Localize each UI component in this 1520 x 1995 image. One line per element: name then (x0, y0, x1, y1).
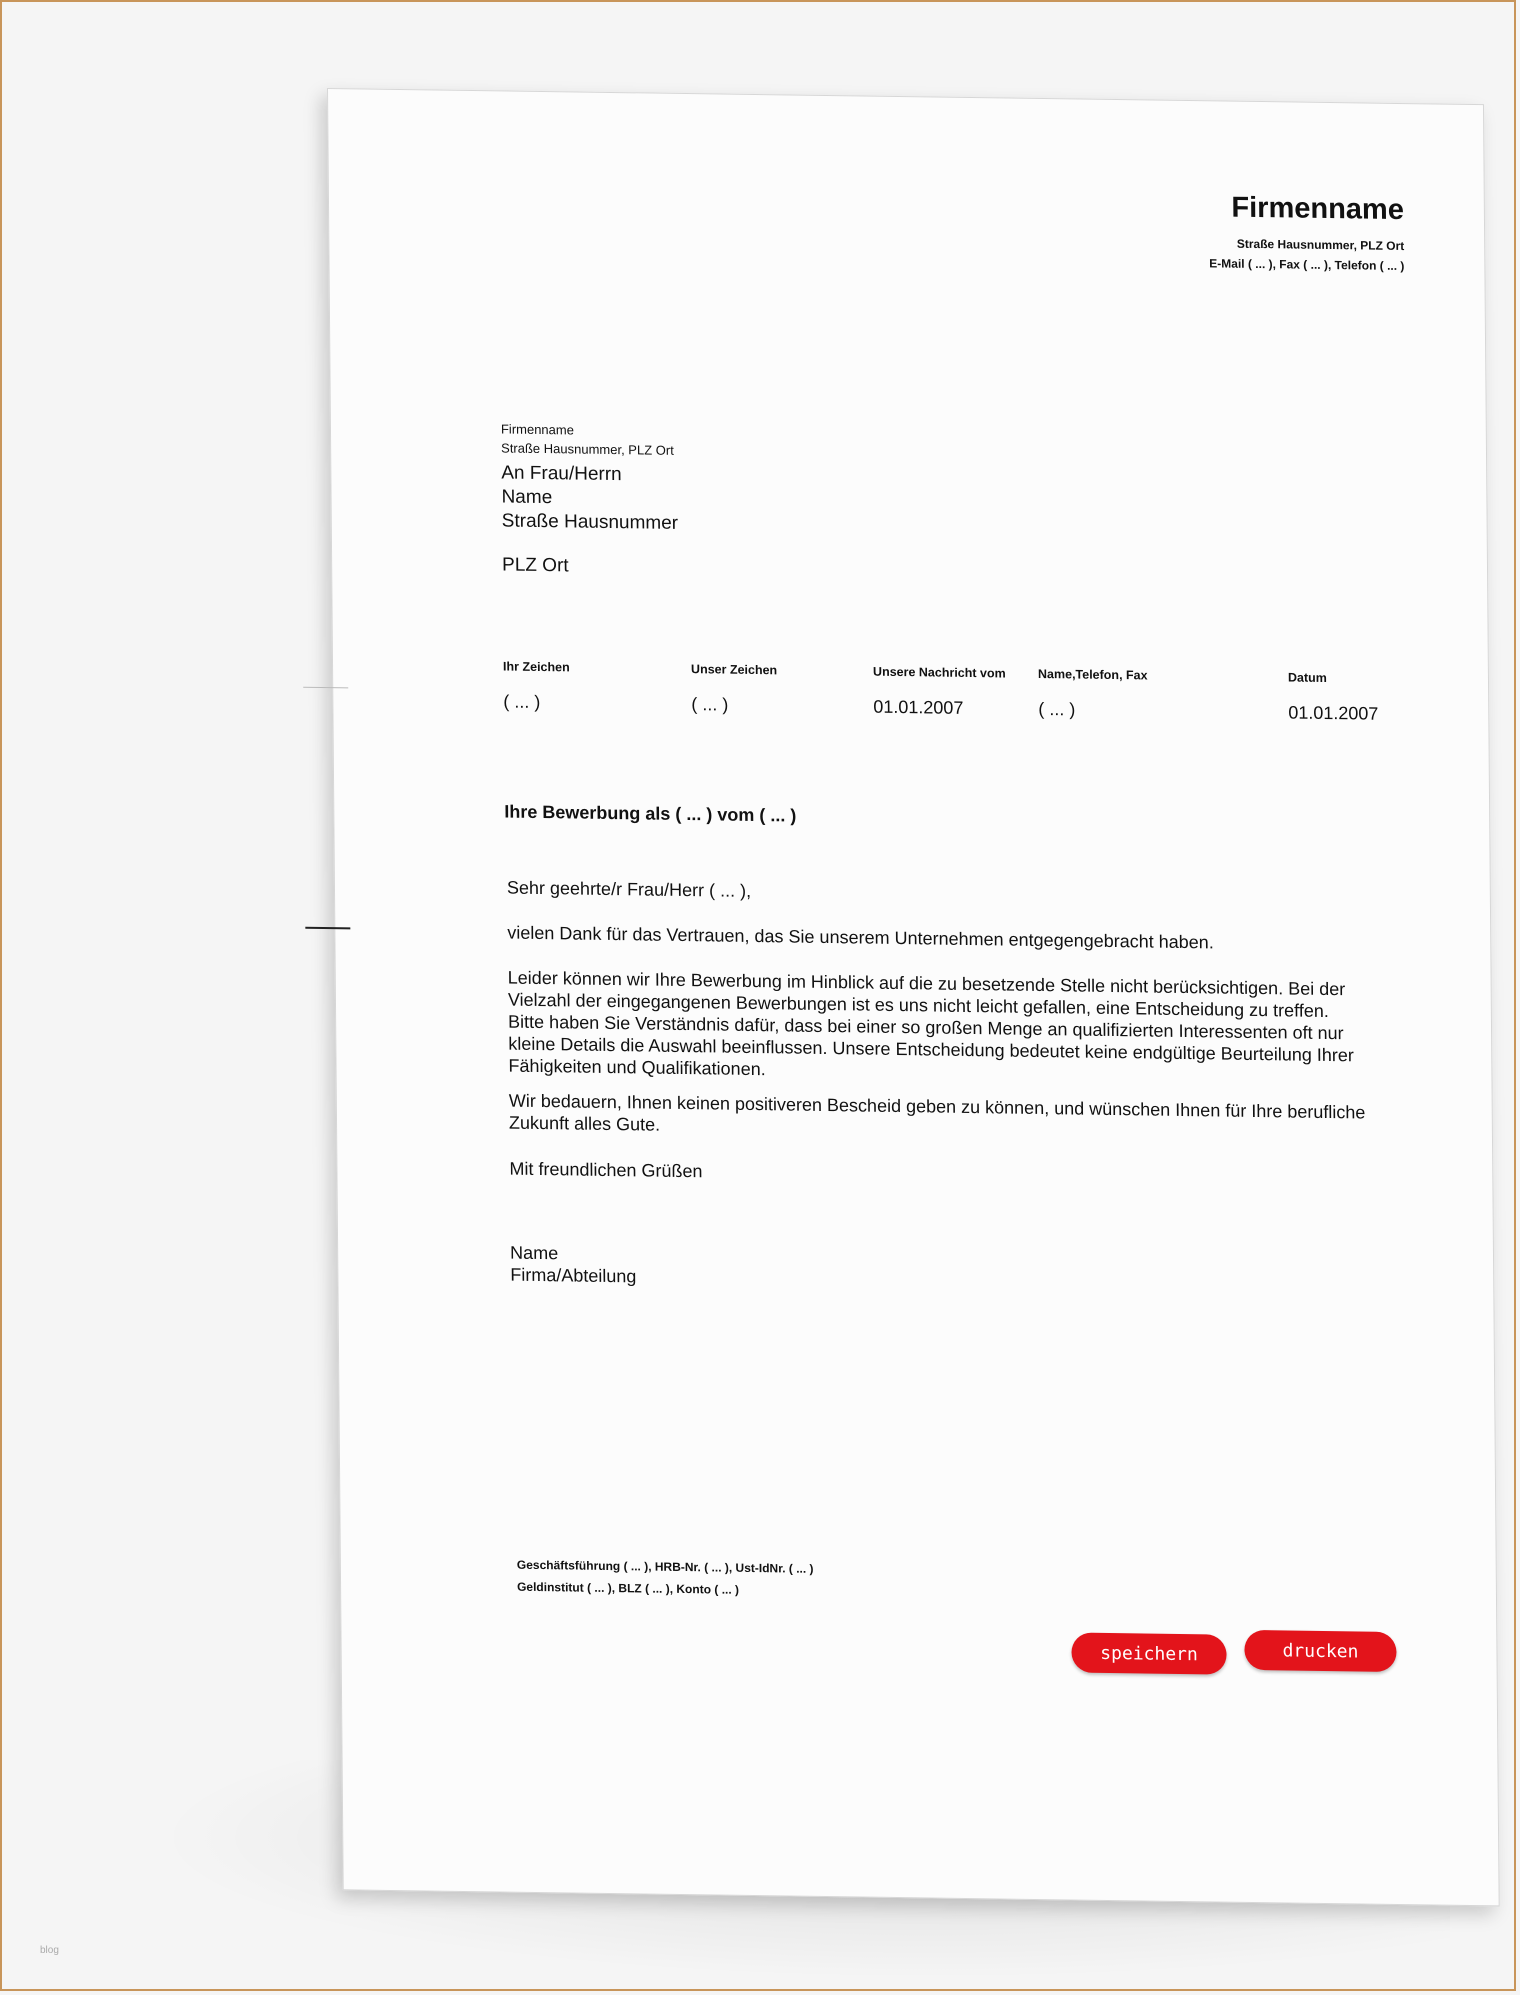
ref-value-datum: 01.01.2007 (1288, 702, 1379, 724)
body-paragraph-1: vielen Dank für das Vertrauen, das Sie unserem Unternehmen entgegengebracht haben. (507, 922, 1214, 953)
subject-line: Ihre Bewerbung als ( ... ) vom ( ... ) (504, 801, 797, 826)
greeting: Sehr geehrte/r Frau/Herr ( ... ), (506, 877, 752, 901)
closing: Mit freundlichen Grüßen (509, 1158, 703, 1182)
ref-value-ihr-zeichen: ( ... ) (503, 691, 541, 713)
footer-line-2: Geldinstitut ( ... ), BLZ ( ... ), Konto ( ... ) (516, 1579, 740, 1597)
sender-company: Firmenname (500, 421, 574, 438)
ref-label-name-telefon-fax: Name,Telefon, Fax (1037, 666, 1148, 683)
footer-line-1: Geschäftsführung ( ... ), HRB-Nr. ( ... ), Ust-IdNr. ( ... ) (516, 1557, 814, 1576)
letterhead-address: Straße Hausnummer, PLZ Ort (1236, 236, 1405, 254)
ref-label-unser-zeichen: Unser Zeichen (690, 662, 778, 678)
recipient-city: PLZ Ort (502, 554, 569, 577)
ref-label-datum: Datum (1287, 670, 1327, 685)
watermark-text: blog (40, 1945, 59, 1956)
save-button[interactable]: speichern (1071, 1632, 1226, 1674)
recipient-street: Straße Hausnummer (501, 510, 679, 534)
ref-label-ihr-zeichen: Ihr Zeichen (502, 659, 570, 675)
ref-value-unser-zeichen: ( ... ) (691, 694, 729, 715)
signature-department: Firma/Abteilung (510, 1264, 637, 1287)
ref-label-unsere-nachricht: Unsere Nachricht vom (872, 664, 1006, 681)
print-button[interactable]: drucken (1244, 1630, 1396, 1672)
recipient-salutation: An Frau/Herrn (501, 462, 622, 486)
letterhead-company: Firmenname (1231, 191, 1405, 227)
ref-value-name-telefon-fax: ( ... ) (1038, 698, 1076, 720)
ref-value-unsere-nachricht: 01.01.2007 (873, 696, 964, 718)
recipient-name: Name (501, 486, 553, 509)
signature-name: Name (510, 1242, 559, 1264)
letter-page (327, 88, 1500, 1906)
sender-address: Straße Hausnummer, PLZ Ort (501, 440, 674, 458)
letterhead-contact: E-Mail ( ... ), Fax ( ... ), Telefon ( ... ) (1209, 256, 1405, 274)
body-paragraph-2: Leider können wir Ihre Bewerbung im Hinblick auf die zu besetzende Stelle nicht berücksichtigen. Bei der Vielzahl der eingegangenen Bewerbungen ist es uns nicht leicht gefallen, eine Entscheidung zu treffen. Bitte haben Sie Verständnis dafür, dass bei einer so großen Menge an qualifizierten Interessenten oft nur kleine Details die Auswahl beeinflussen. Unsere Entscheidung bedeutet keine endgültige Beurteilung Ihrer Fähigkeiten und Qualifikationen. (507, 967, 1354, 1080)
body-paragraph-3: Wir bedauern, Ihnen keinen positiveren Bescheid geben zu können, und wünschen Ihnen für Ihre berufliche Zukunft alles Gute. (508, 1090, 1366, 1135)
